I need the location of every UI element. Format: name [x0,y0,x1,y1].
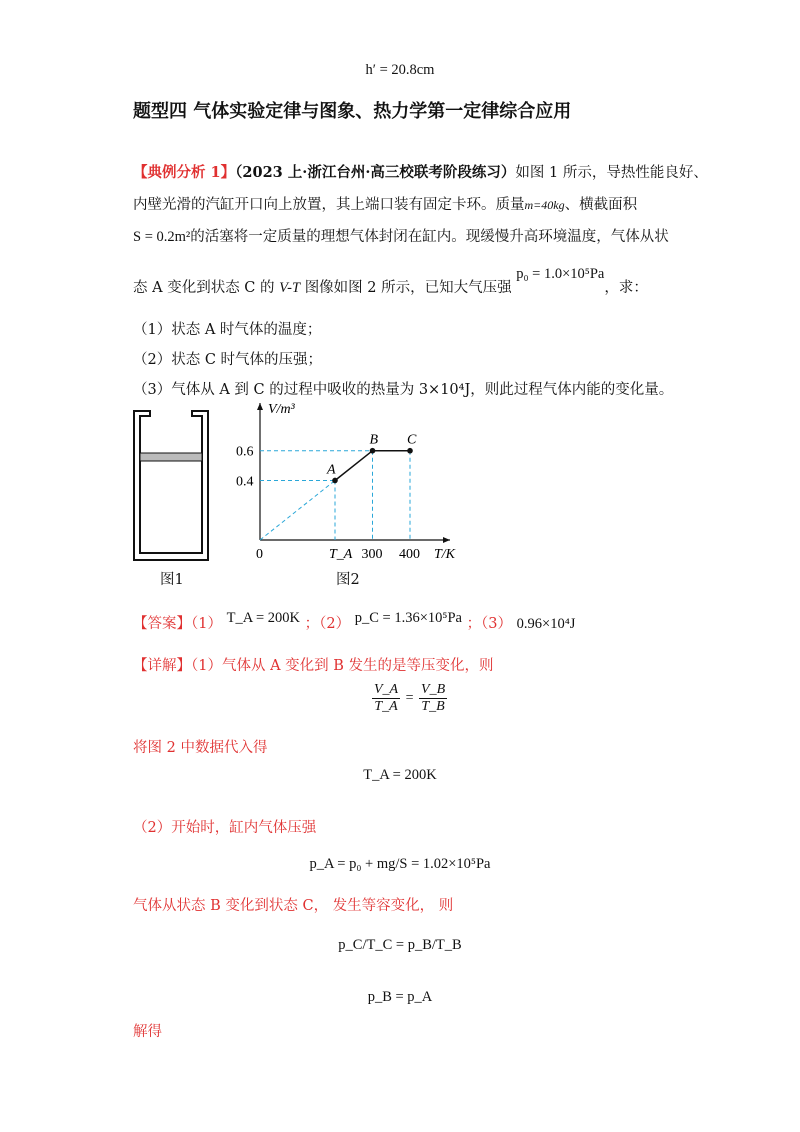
solution-line-2: 将图 2 中数据代入得 [133,740,268,756]
answer-1: T_A = 200K [226,610,301,626]
cylinder-wall [134,411,208,560]
answer-tag: 【答案】 [133,616,191,632]
y-axis-label: V/m³ [268,402,295,417]
piston [140,453,202,461]
area-value: S = 0.2m² [133,229,191,245]
top-formula: h′ = 20.8cm [365,62,435,78]
solution-line-5: 解得 [133,1024,162,1040]
origin-extension-line [260,480,335,540]
figure-1-caption: 图1 [160,572,184,588]
question-1: （1）状态 A 时气体的温度； [133,322,322,338]
equation-5: p_B = p_A [367,989,433,1005]
figure-2-caption: 图2 [336,572,360,588]
data-point [407,448,413,454]
question-2: （2）状态 C 时气体的压强； [133,352,323,368]
point-label: B [369,432,379,448]
solution-line-3: （2）开始时，缸内气体压强 [133,820,317,836]
solution-line-4: 气体从状态 B 变化到状态 C， 发生等容变化， 则 [133,898,454,914]
answer-3: 0.96×10⁴J [516,616,576,632]
equation-2: T_A = 200K [363,767,437,783]
answer-2: p_C = 1.36×10⁵Pa [354,610,462,626]
x-axis-arrow [443,537,450,543]
question-3: （3）气体从 A 到 C 的过程中吸收的热量为 3×10⁴J，则此过程气体内能的变化量。 [133,382,674,398]
example-line-4: 态 A 变化到状态 C 的 V-T 图像如图 2 所示，已知大气压强 p₀ = 1.0×10⁵Pa，求： [133,266,648,296]
figure-2-vt-graph [230,400,460,570]
example-source: （2023 上·浙江台州·高三校联考阶段练习） [235,164,516,181]
data-point [332,478,338,484]
x-tick-label: 400 [399,547,420,562]
x-tick-label: 0 [256,547,263,562]
y-tick-label: 0.4 [236,474,254,490]
y-axis-arrow [257,403,263,410]
p0-value: p₀ = 1.0×10⁵Pa [516,266,605,282]
example-line-1: 【典例分析 1】（2023 上·浙江台州·高三校联考阶段练习）如图 1 所示，导热性能良好、 [133,164,708,181]
solution-line-1: 【详解】（1）气体从 A 变化到 B 发生的是等压变化，则 [133,658,494,674]
example-line-2: 内壁光滑的汽缸开口向上放置，其上端口装有固定卡环。质量m=40kg、横截面积 [133,197,638,213]
equation-4: p_C/T_C = p_B/T_B [338,937,462,953]
point-label: C [407,432,417,448]
equation-1: $\frac{V\_A}{T\_A}$ = $\frac{V\_B}{T\_B}$ [374,682,446,714]
answer-line: 【答案】（1） T_A = 200K ；（2） p_C = 1.36×10⁵Pa ；（3） 0.96×10⁴J [133,610,576,632]
graph-type: V-T [279,280,301,296]
equation-3: p_A = p₀ + mg/S = 1.02×10⁵Pa [309,856,491,872]
x-axis-label: T/K [434,547,456,562]
x-tick-label: T_A [329,547,353,562]
figure-1-cylinder [130,405,220,565]
point-label: A [327,462,336,478]
data-point [370,448,376,454]
example-tag: 【典例分析 1】 [133,164,236,181]
section-heading: 题型四 气体实验定律与图象、热力学第一定律综合应用 [133,101,572,122]
mass-value: m=40kg [524,198,565,212]
x-tick-label: 300 [361,547,383,562]
solution-tag: 【详解】 [133,658,191,674]
y-tick-label: 0.6 [236,444,254,460]
example-line-3: S = 0.2m²的活塞将一定质量的理想气体封闭在缸内。现缓慢升高环境温度，气体从状 [133,229,669,245]
